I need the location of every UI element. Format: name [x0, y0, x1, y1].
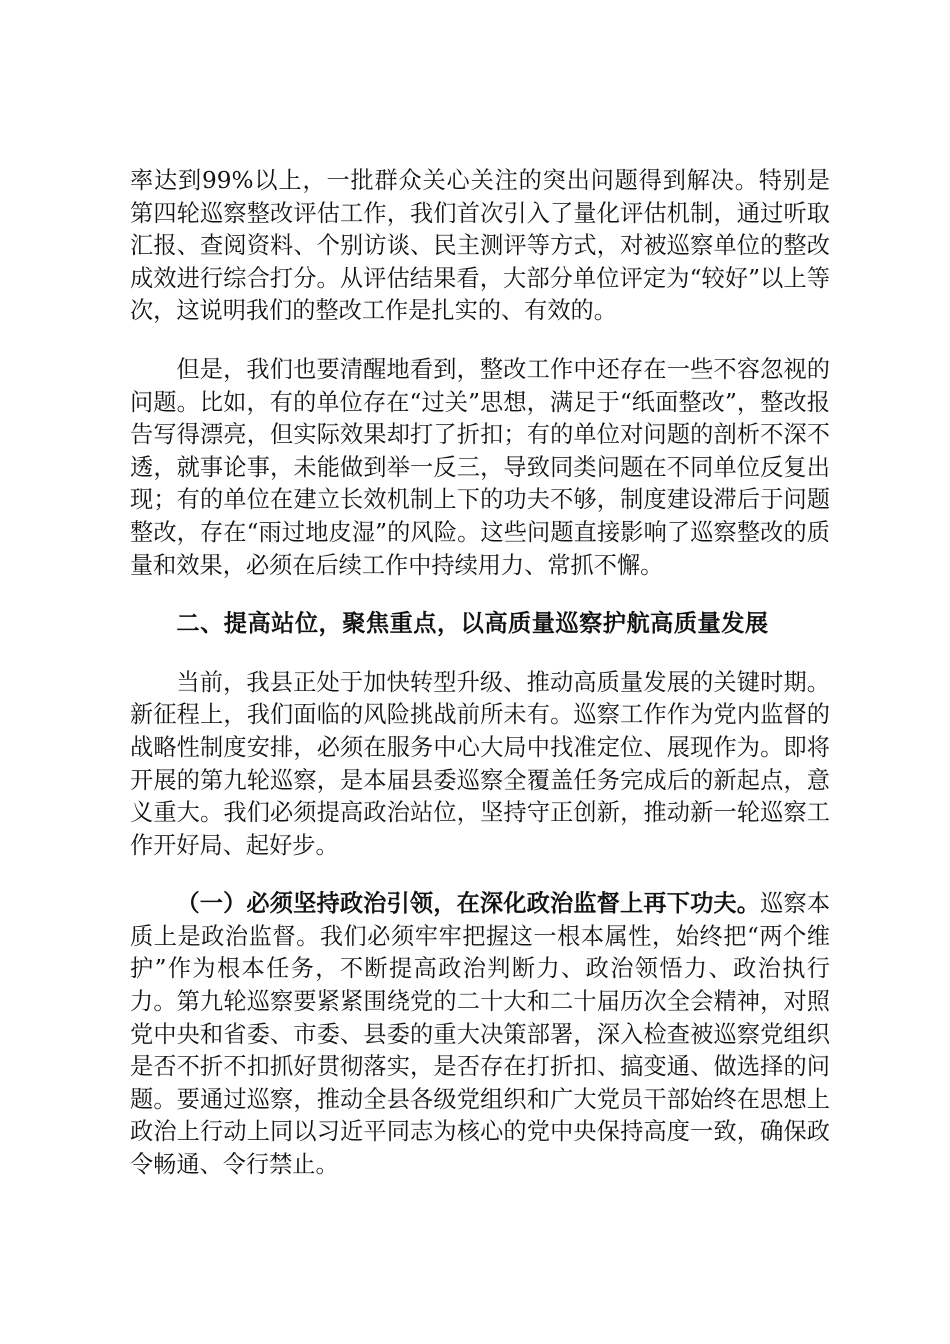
section-heading-2: 二、提高站位，聚焦重点，以高质量巡察护航高质量发展: [176, 610, 769, 638]
document-body: [130, 165, 830, 1208]
paragraph-current-situation: 当前，我县正处于加快转型升级、推动高质量发展的关键时期。新征程上，我们面临的风险挑战前所未有。巡察工作作为党内监督的战略性制度安排，必须在服务中心大局中找准定位、展现作为。即将开展的第九轮巡察，是本届县委巡察全覆盖任务完成后的新起点，意义重大。我们必须提高政治站位，坚持守正创新，推动新一轮巡察工作开好局、起好步。: [130, 668, 830, 859]
paragraph-body-text: 巡察本质上是政治监督。我们必须牢牢把握这一根本属性，始终把“两个维护”作为根本任务，不断提高政治判断力、政治领悟力、政治执行力。第九轮巡察要紧紧围绕党的二十大和二十届历次全会精神，对照党中央和省委、市委、县委的重大决策部署，深入检查被巡察党组织是否不折不扣抓好贯彻落实，是否存在打折扣、搞变通、做选择的问题。要通过巡察，推动全县各级党组织和广大党员干部始终在思想上政治上行动上同以习近平同志为核心的党中央保持高度一致，确保政令畅通、令行禁止。: [130, 890, 831, 1179]
paragraph-rectification-results: 率达到99%以上，一批群众关心关注的突出问题得到解决。特别是第四轮巡察整改评估工作，我们首次引入了量化评估机制，通过听取汇报、查阅资料、个别访谈、民主测评等方式，对被巡察单位的整改成效进行综合打分。从评估结果看，大部分单位评定为“较好”以上等次，这说明我们的整改工作是扎实的、有效的。: [130, 167, 830, 325]
paragraph-political-guidance: [130, 888, 830, 1181]
paragraph-lead-sentence: （一）必须坚持政治引领，在深化政治监督上再下功夫。: [176, 890, 761, 918]
paragraph-rectification-problems: 但是，我们也要清醒地看到，整改工作中还存在一些不容忽视的问题。比如，有的单位存在“过关”思想，满足于“纸面整改”，整改报告写得漂亮，但实际效果却打了折扣；有的单位对问题的剖析不深不透，就事论事，未能做到举一反三，导致同类问题在不同单位反复出现；有的单位在建立长效机制上下的功夫不够，制度建设滞后于问题整改，存在“雨过地皮湿”的风险。这些问题直接影响了巡察整改的质量和效果，必须在后续工作中持续用力、常抓不懈。: [130, 355, 830, 579]
